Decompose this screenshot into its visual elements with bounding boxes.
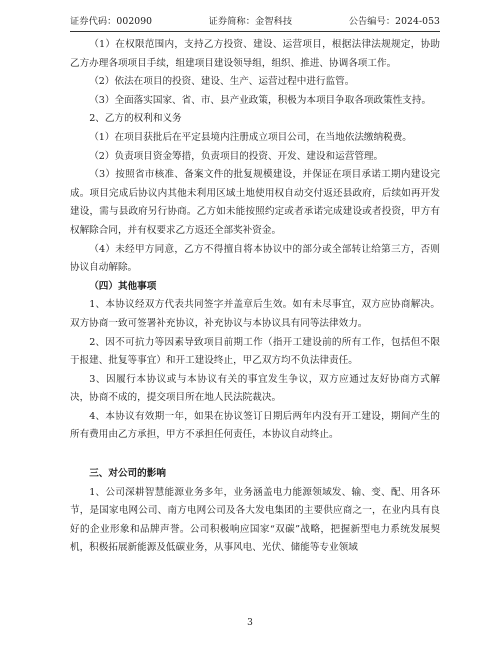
announcement-number: 公告编号：2024-053: [348, 16, 440, 27]
section-heading-other-matters: （四）其他事项: [89, 280, 157, 292]
paragraph: （3）全面落实国家、省、市、县产业政策，积极为本项目争取各项政策性支持。: [89, 94, 432, 106]
paragraph: （2）负责项目资金筹措，负责项目的投资、开发、建设和运营管理。: [89, 150, 384, 162]
page-number: 3: [247, 618, 253, 628]
paragraph: （1）在项目获批后在平定县境内注册成立项目公司，在当地依法缴纳税费。: [89, 131, 412, 143]
paragraph: 2、因不可抗力等因素导致项目前期工作（指开工建设前的所有工作，包括但不限于报建、批复等事宜）和开工建设终止，甲乙双方均不负法律责任。: [70, 336, 440, 367]
paragraph: （3）按照省市核准、备案文件的批复规模建设，并保证在项目承诺工期内建设完成。项目完成后协议内其他未利用区域土地使用权自动交付返还县政府，后续如再开发建设，需与县政府另行协商。乙方如未能按照约定或者承诺完成建设或者投资，甲方有权解除合同，并有权要求乙方返还全部奖补资金。: [70, 169, 440, 236]
document-body: [70, 36, 440, 558]
paragraph: 1、公司深耕智慧能源业务多年，业务涵盖电力能源领域发、输、变、配、用各环节，是国家电网公司、南方电网公司及各大发电集团的主要供应商之一，在业内具有良好的企业形象和品牌声誉。公司积极响应国家“双碳”战略，把握新型电力系统发展契机，积极拓展新能源及低碳业务，从事风电、光伏、储能等专业领域: [70, 486, 440, 554]
stock-code: 证券代码：002090: [70, 16, 153, 27]
section-heading-company-impact: 三、对公司的影响: [89, 468, 166, 480]
paragraph: 3、因履行本协议或与本协议有关的事宜发生争议，双方应通过友好协商方式解决，协商不成的，提交项目所在地人民法院裁决。: [70, 373, 440, 404]
stock-name: 证券简称：金智科技: [208, 16, 293, 27]
subsection-heading: 2、乙方的权利和义务: [89, 113, 182, 125]
page-header: [70, 9, 440, 32]
paragraph: （1）在权限范围内，支持乙方投资、建设、运营项目，根据法律法规规定，协助乙方办理各项项目手续，组建项目建设领导组，组织、推进、协调各项工作。: [70, 39, 440, 69]
paragraph: 4、本协议有效期一年，如果在协议签订日期后两年内没有开工建设，期间产生的所有费用由乙方承担，甲方不承担任何责任，本协议自动终止。: [70, 410, 440, 441]
paragraph: （2）依法在项目的投资、建设、生产、运营过程中进行监管。: [89, 76, 355, 88]
paragraph: 1、本协议经双方代表共同签字并盖章后生效。如有未尽事宜，双方应协商解决。双方协商一致可签署补充协议，补充协议与本协议具有同等法律效力。: [70, 299, 440, 329]
paragraph: （4）未经甲方同意，乙方不得擅自将本协议中的部分或全部转让给第三方，否则协议自动解除。: [70, 243, 440, 274]
